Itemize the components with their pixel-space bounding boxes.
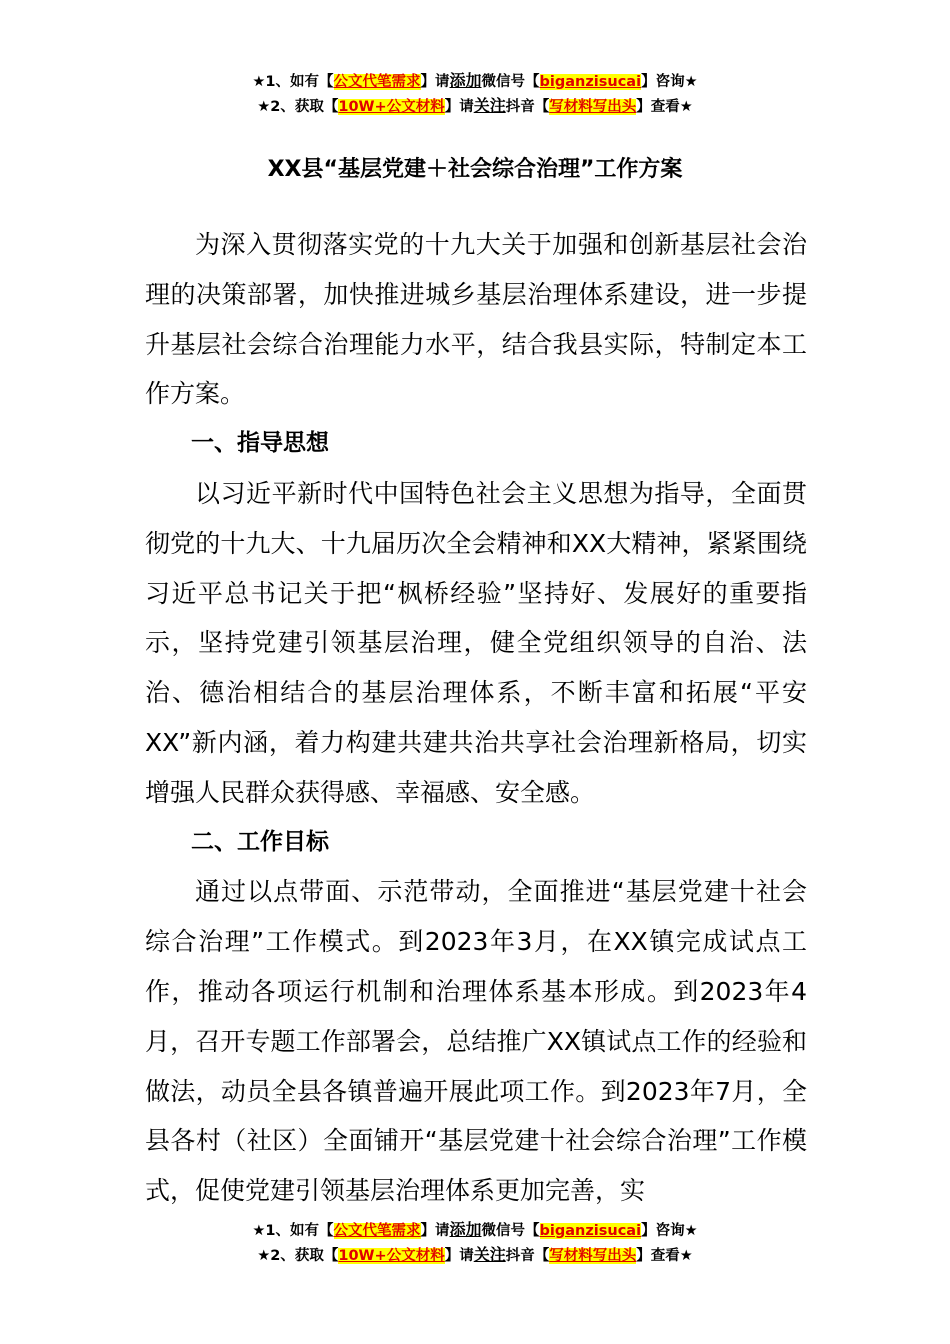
banner-text: 微信号【 bbox=[481, 1223, 540, 1239]
banner-text: 】请 bbox=[444, 1248, 474, 1264]
banner-text: 】咨询★ bbox=[641, 74, 698, 90]
footer-banner bbox=[0, 1218, 950, 1268]
highlight-text: biganzisucai bbox=[539, 74, 642, 90]
highlight-text: 写材料写出头 bbox=[549, 99, 637, 115]
banner-text: 】请 bbox=[420, 1223, 450, 1239]
banner-text: ★1、如有【 bbox=[252, 1223, 334, 1239]
section-heading: 二、工作目标 bbox=[191, 828, 329, 855]
banner-text: 】请 bbox=[444, 99, 474, 115]
paragraph: 以习近平新时代中国特色社会主义思想为指导，全面贯彻党的十九大、十九届历次全会精神和XX大精神，紧紧围绕习近平总书记关于把“枫桥经验”坚持好、发展好的重要指示，坚持党建引领基层治理，健全党组织领导的自治、法治、德治相结合的基层治理体系，不断丰富和拓展“平安XX”新内涵，着力构建共建共治共享社会治理新格局，切实增强人民群众获得感、幸福感、安全感。 bbox=[145, 478, 807, 807]
underlined-text: 添加 bbox=[449, 1220, 482, 1239]
paragraph: 为深入贯彻落实党的十九大关于加强和创新基层社会治理的决策部署，加快推进城乡基层治理体系建设，进一步提升基层社会综合治理能力水平，结合我县实际，特制定本工作方案。 bbox=[145, 230, 807, 409]
underlined-text: 关注 bbox=[473, 96, 506, 115]
document-body bbox=[145, 220, 807, 1216]
header-banner bbox=[0, 69, 950, 119]
paragraph: 通过以点带面、示范带动，全面推进“基层党建十社会综合治理”工作模式。到2023年3月，在XX镇完成试点工作，推动各项运行机制和治理体系基本形成。到2023年4月，召开专题工作部署会，总结推广XX镇试点工作的经验和做法，动员全县各镇普遍开展此项工作。到2023年7月，全县各村（社区）全面铺开“基层党建十社会综合治理”工作模式，促使党建引领基层治理体系更加完善，实 bbox=[145, 877, 807, 1206]
banner-text: 抖音【 bbox=[505, 1248, 550, 1264]
banner-line-1 bbox=[0, 69, 950, 94]
banner-text: 】请 bbox=[420, 74, 450, 90]
document-title: XX县“基层党建＋社会综合治理”工作方案 bbox=[267, 157, 683, 182]
section-heading: 一、指导思想 bbox=[191, 430, 329, 457]
banner-text: ★2、获取【 bbox=[257, 1248, 339, 1264]
highlight-text: 公文代笔需求 bbox=[333, 74, 421, 90]
banner-text: ★1、如有【 bbox=[252, 74, 334, 90]
banner-text: 抖音【 bbox=[505, 99, 550, 115]
highlight-text: 10W+公文材料 bbox=[338, 99, 445, 115]
highlight-text: 10W+公文材料 bbox=[338, 1248, 445, 1264]
banner-line-2 bbox=[0, 94, 950, 119]
banner-text: ★2、获取【 bbox=[257, 99, 339, 115]
highlight-text: 公文代笔需求 bbox=[333, 1223, 421, 1239]
banner-text: 微信号【 bbox=[481, 74, 540, 90]
banner-line-2 bbox=[0, 1243, 950, 1268]
banner-text: 】咨询★ bbox=[641, 1223, 698, 1239]
underlined-text: 添加 bbox=[449, 71, 482, 90]
banner-line-1 bbox=[0, 1218, 950, 1243]
banner-text: 】查看★ bbox=[636, 99, 693, 115]
highlight-text: biganzisucai bbox=[539, 1223, 642, 1239]
highlight-text: 写材料写出头 bbox=[549, 1248, 637, 1264]
banner-text: 】查看★ bbox=[636, 1248, 693, 1264]
underlined-text: 关注 bbox=[473, 1245, 506, 1264]
